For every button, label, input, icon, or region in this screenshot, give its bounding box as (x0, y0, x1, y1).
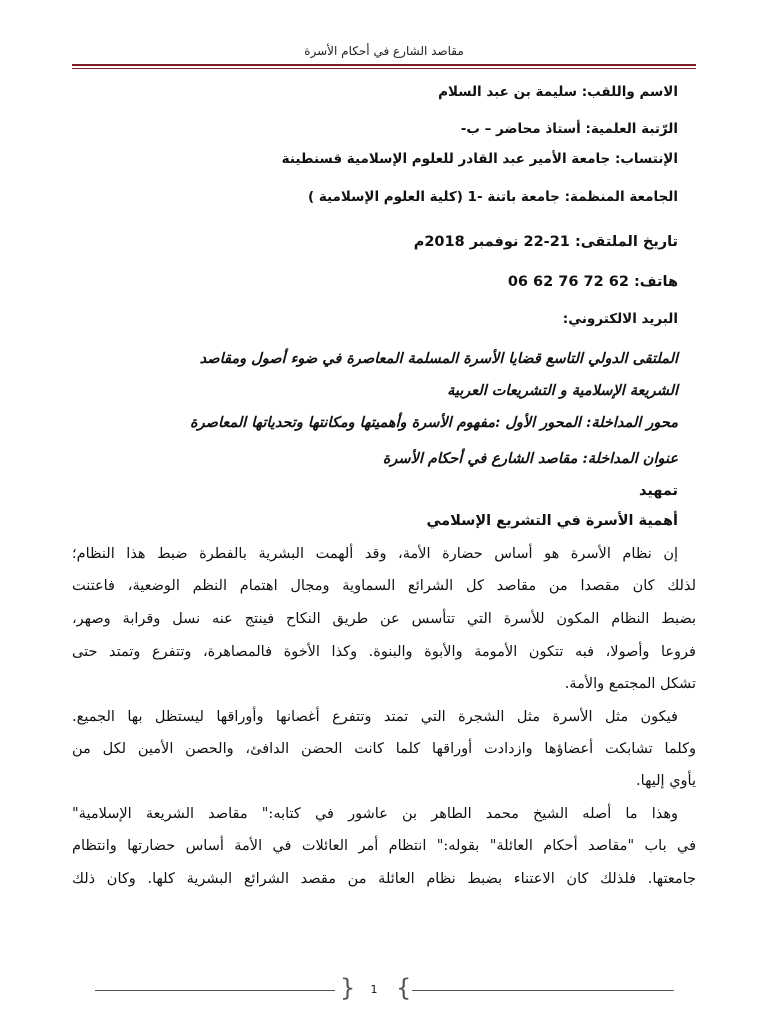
paragraph-line: إن نظام الأسرة هو أساس حضارة الأمة، وقد ألهمت البشرية بالفطرة ضبط هذا النظام؛ (72, 546, 678, 562)
paper-title: عنوان المداخلة: مقاصد الشارع في أحكام الأسرة (382, 450, 678, 467)
author-rank: الرّتبة العلمية: أستاذ محاضر – ب- (460, 121, 678, 137)
intro-heading: تمهيد (638, 483, 678, 499)
paragraph-line: بضبط النظام المكون للأسرة التي تتأسس عن طريق النكاح فينتج عنه نسل وقرابة وصهر، (72, 611, 696, 627)
phone-line (508, 274, 678, 290)
footer-bracket-left: { (340, 974, 356, 1002)
paragraph-line: وكلما تشابكت أعضاؤها وازدادت أوراقها كلما كانت الحضن الدافئ، والحصن الأمين لكل من (72, 741, 696, 757)
paragraph-line: تشكل المجتمع والأمة. (564, 676, 696, 692)
paragraph-line: فيكون مثل الأسرة مثل الشجرة التي تمتد وتتفرع أغصانها وأوراقها ليستظل بها الجميع. (72, 709, 678, 725)
paragraph-line: جامعتها. فلذلك كان الاعتناء بضبط نظام العائلة من مقصد الشرائع البشرية كلها. وكان ذلك (72, 871, 696, 887)
author-name: الاسم واللقب: سليمة بن عبد السلام (438, 84, 678, 100)
header-rule-thin (72, 68, 696, 69)
phone-number: 06 62 76 72 62 (507, 274, 629, 290)
email-label: البريد الالكتروني: (562, 311, 678, 327)
footer-rule-right (412, 990, 674, 991)
organizing-university: الجامعة المنظمة: جامعة باتنة -1 (كلية العلوم الإسلامية ) (307, 189, 678, 205)
conference-title-line2: الشريعة الإسلامية و التشريعات العربية (447, 382, 678, 399)
paper-axis: محور المداخلة: المحور الأول :مفهوم الأسرة وأهميتها ومكانتها وتحدياتها المعاصرة (190, 414, 678, 431)
paragraph-line: يأوي إليها. (636, 773, 696, 789)
author-affiliation: الإنتساب: جامعة الأمير عبد القادر للعلوم الإسلامية قسنطينة (281, 151, 678, 167)
page-number: 1 (370, 983, 378, 996)
conference-date: تاريخ الملتقى: 21-22 نوفمبر 2018م (413, 234, 678, 250)
footer-rule-left (95, 990, 335, 991)
phone-label: هاتف: (633, 274, 678, 290)
paragraph-line: في باب "مقاصد أحكام العائلة" بقوله:" انتظام أمر العائلات في الأمة أساس حضارتها وانتظام (72, 838, 696, 854)
paragraph-line: فروعا وأصولا، فبه تتكون الأمومة والأبوة والبنوة. وكذا الأخوة فالمصاهرة، وتتفرع وتمتد حتى (72, 644, 696, 660)
paragraph-line: وهذا ما أصله الشيخ محمد الطاهر بن عاشور في كتابه:" مقاصد الشريعة الإسلامية" (72, 806, 678, 822)
header-rule (72, 64, 696, 66)
running-header: مقاصد الشارع في أحكام الأسرة (304, 44, 464, 58)
paragraph-line: لذلك كان مقصدا من مقاصد كل الشرائع السماوية ومجال اهتمام النظم الوضعية، فاعتنت (72, 578, 696, 594)
section-subheading: أهمية الأسرة في التشريع الإسلامي (426, 513, 678, 529)
conference-title-line1: الملتقى الدولي التاسع قضايا الأسرة المسلمة المعاصرة في ضوء أصول ومقاصد (199, 350, 678, 367)
footer-bracket-right: } (396, 974, 412, 1002)
